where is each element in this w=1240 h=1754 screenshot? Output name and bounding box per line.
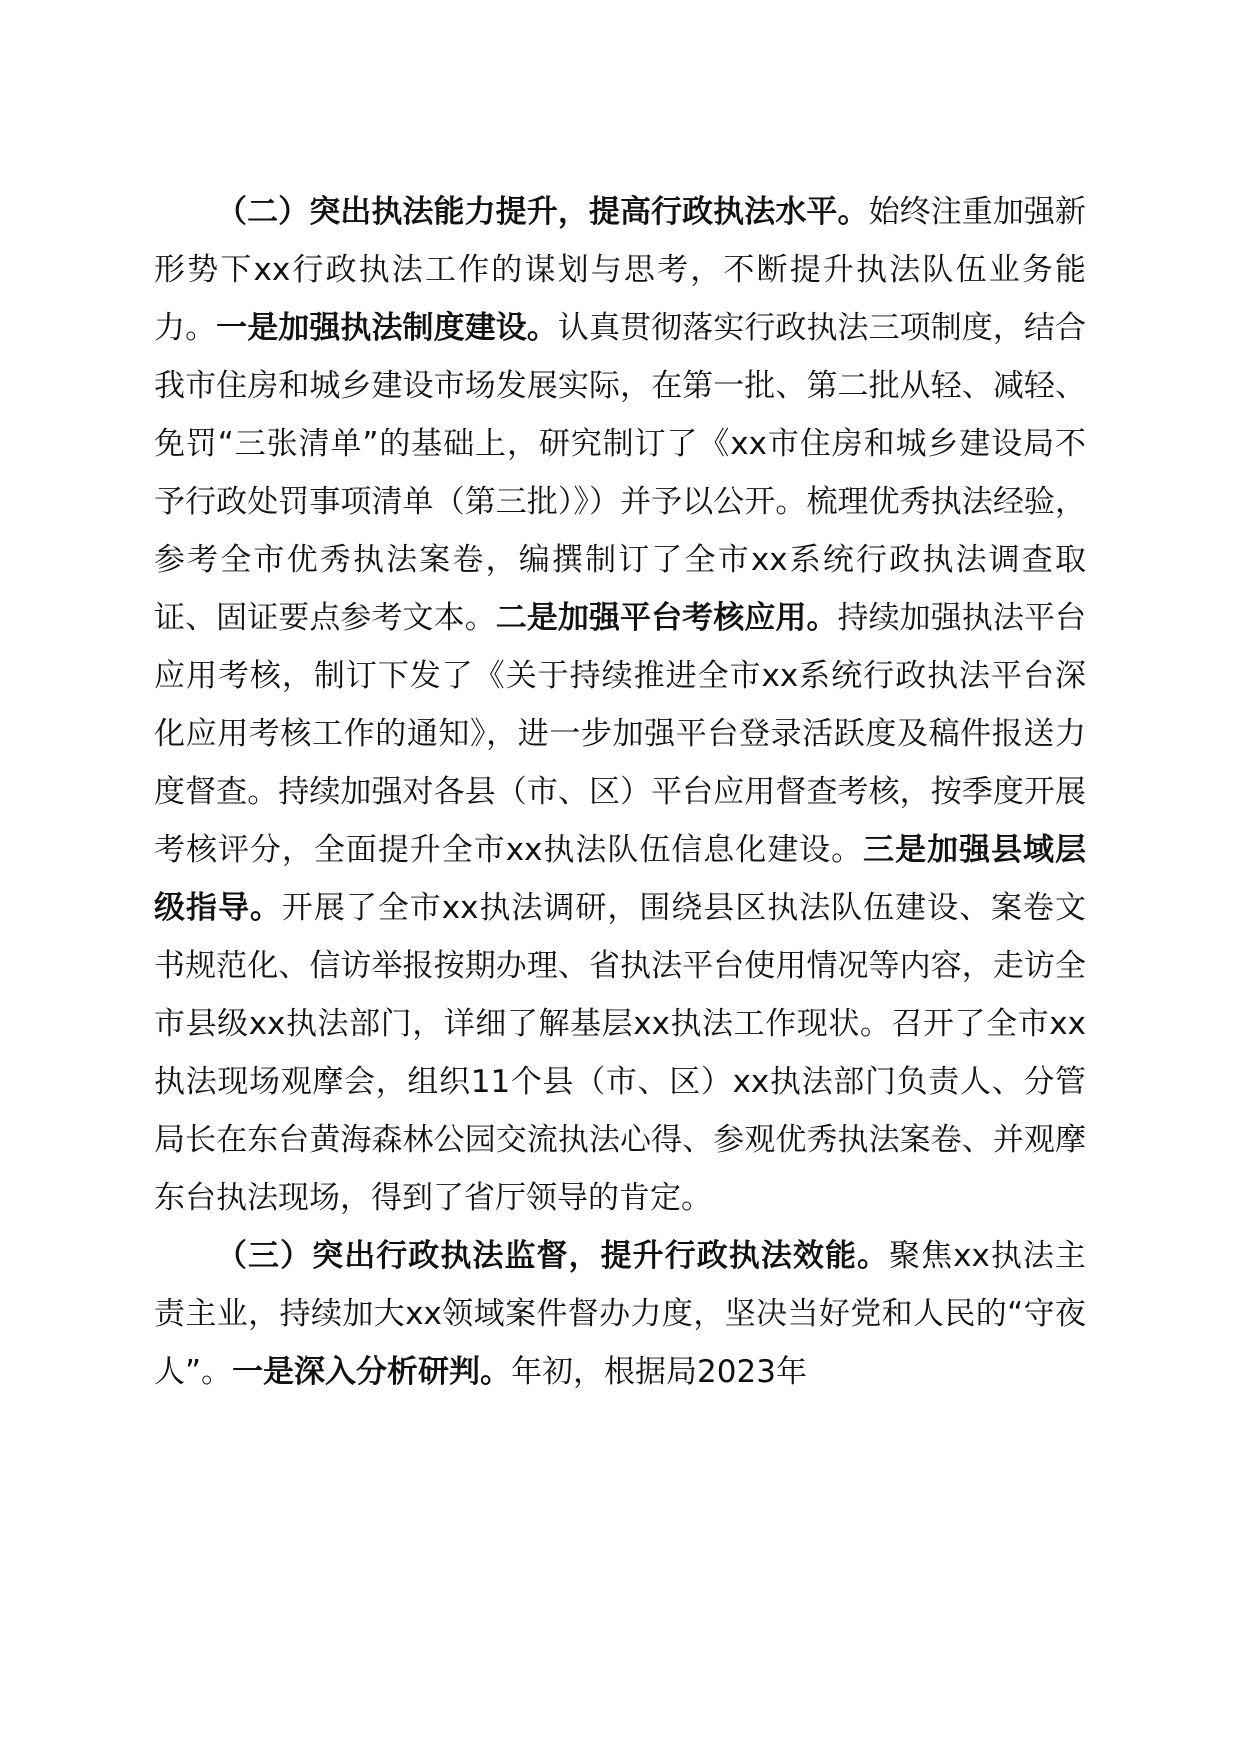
body-text: 认真贯彻落实行政执法三项制度，结合我市住房和城乡建设市场发展实际，在第一批、第二批从轻、减轻、免罚“三张清单”的基础上，研究制订了《xx市住房和城乡建设局不予行政处罚事项清单（第三批）》）并予以公开。梳理优秀执法经验，参考全市优秀执法案卷，编撰制订了全市xx系统行政执法调查取证、固证要点参考文本。 [154,310,1087,636]
section-heading: （三）突出行政执法监督，提升行政执法效能。 [216,1238,890,1274]
body-text: 持续加强执法平台应用考核，制订下发了《关于持续推进全市xx系统行政执法平台深化应用考核工作的通知》，进一步加强平台登录活跃度及稿件报送力度督查。持续加强对各县（市、区）平台应用督查考核，按季度开展考核评分，全面提升全市xx执法队伍信息化建设。 [154,600,1087,868]
document-page [154,183,1086,1401]
paragraph-section-2 [154,183,1086,1227]
point-heading: 一是深入分析研判。 [232,1354,512,1390]
paragraph-section-3 [154,1227,1086,1401]
body-text: 开展了全市xx执法调研，围绕县区执法队伍建设、案卷文书规范化、信访举报按期办理、省执法平台使用情况等内容，走访全市县级xx执法部门，详细了解基层xx执法工作现状。召开了全市xx执法现场观摩会，组织11个县（市、区）xx执法部门负责人、分管局长在东台黄海森林公园交流执法心得、参观优秀执法案卷、并观摩东台执法现场，得到了省厅领导的肯定。 [154,890,1086,1216]
point-heading: 一是加强执法制度建设。 [216,310,558,346]
point-heading: 三是加强县域层级指导。 [154,832,1086,926]
body-text: 始终注重加强新形势下xx行政执法工作的谋划与思考，不断提升执法队伍业务能力。 [154,194,1087,346]
section-heading: （二）突出执法能力提升，提高行政执法水平。 [216,194,869,230]
point-heading: 二是加强平台考核应用。 [495,600,838,636]
body-text: 聚焦xx执法主责主业，持续加大xx领域案件督办力度，坚决当好党和人民的“守夜人”。 [154,1238,1086,1390]
body-text: 年初，根据局2023年 [511,1354,807,1390]
